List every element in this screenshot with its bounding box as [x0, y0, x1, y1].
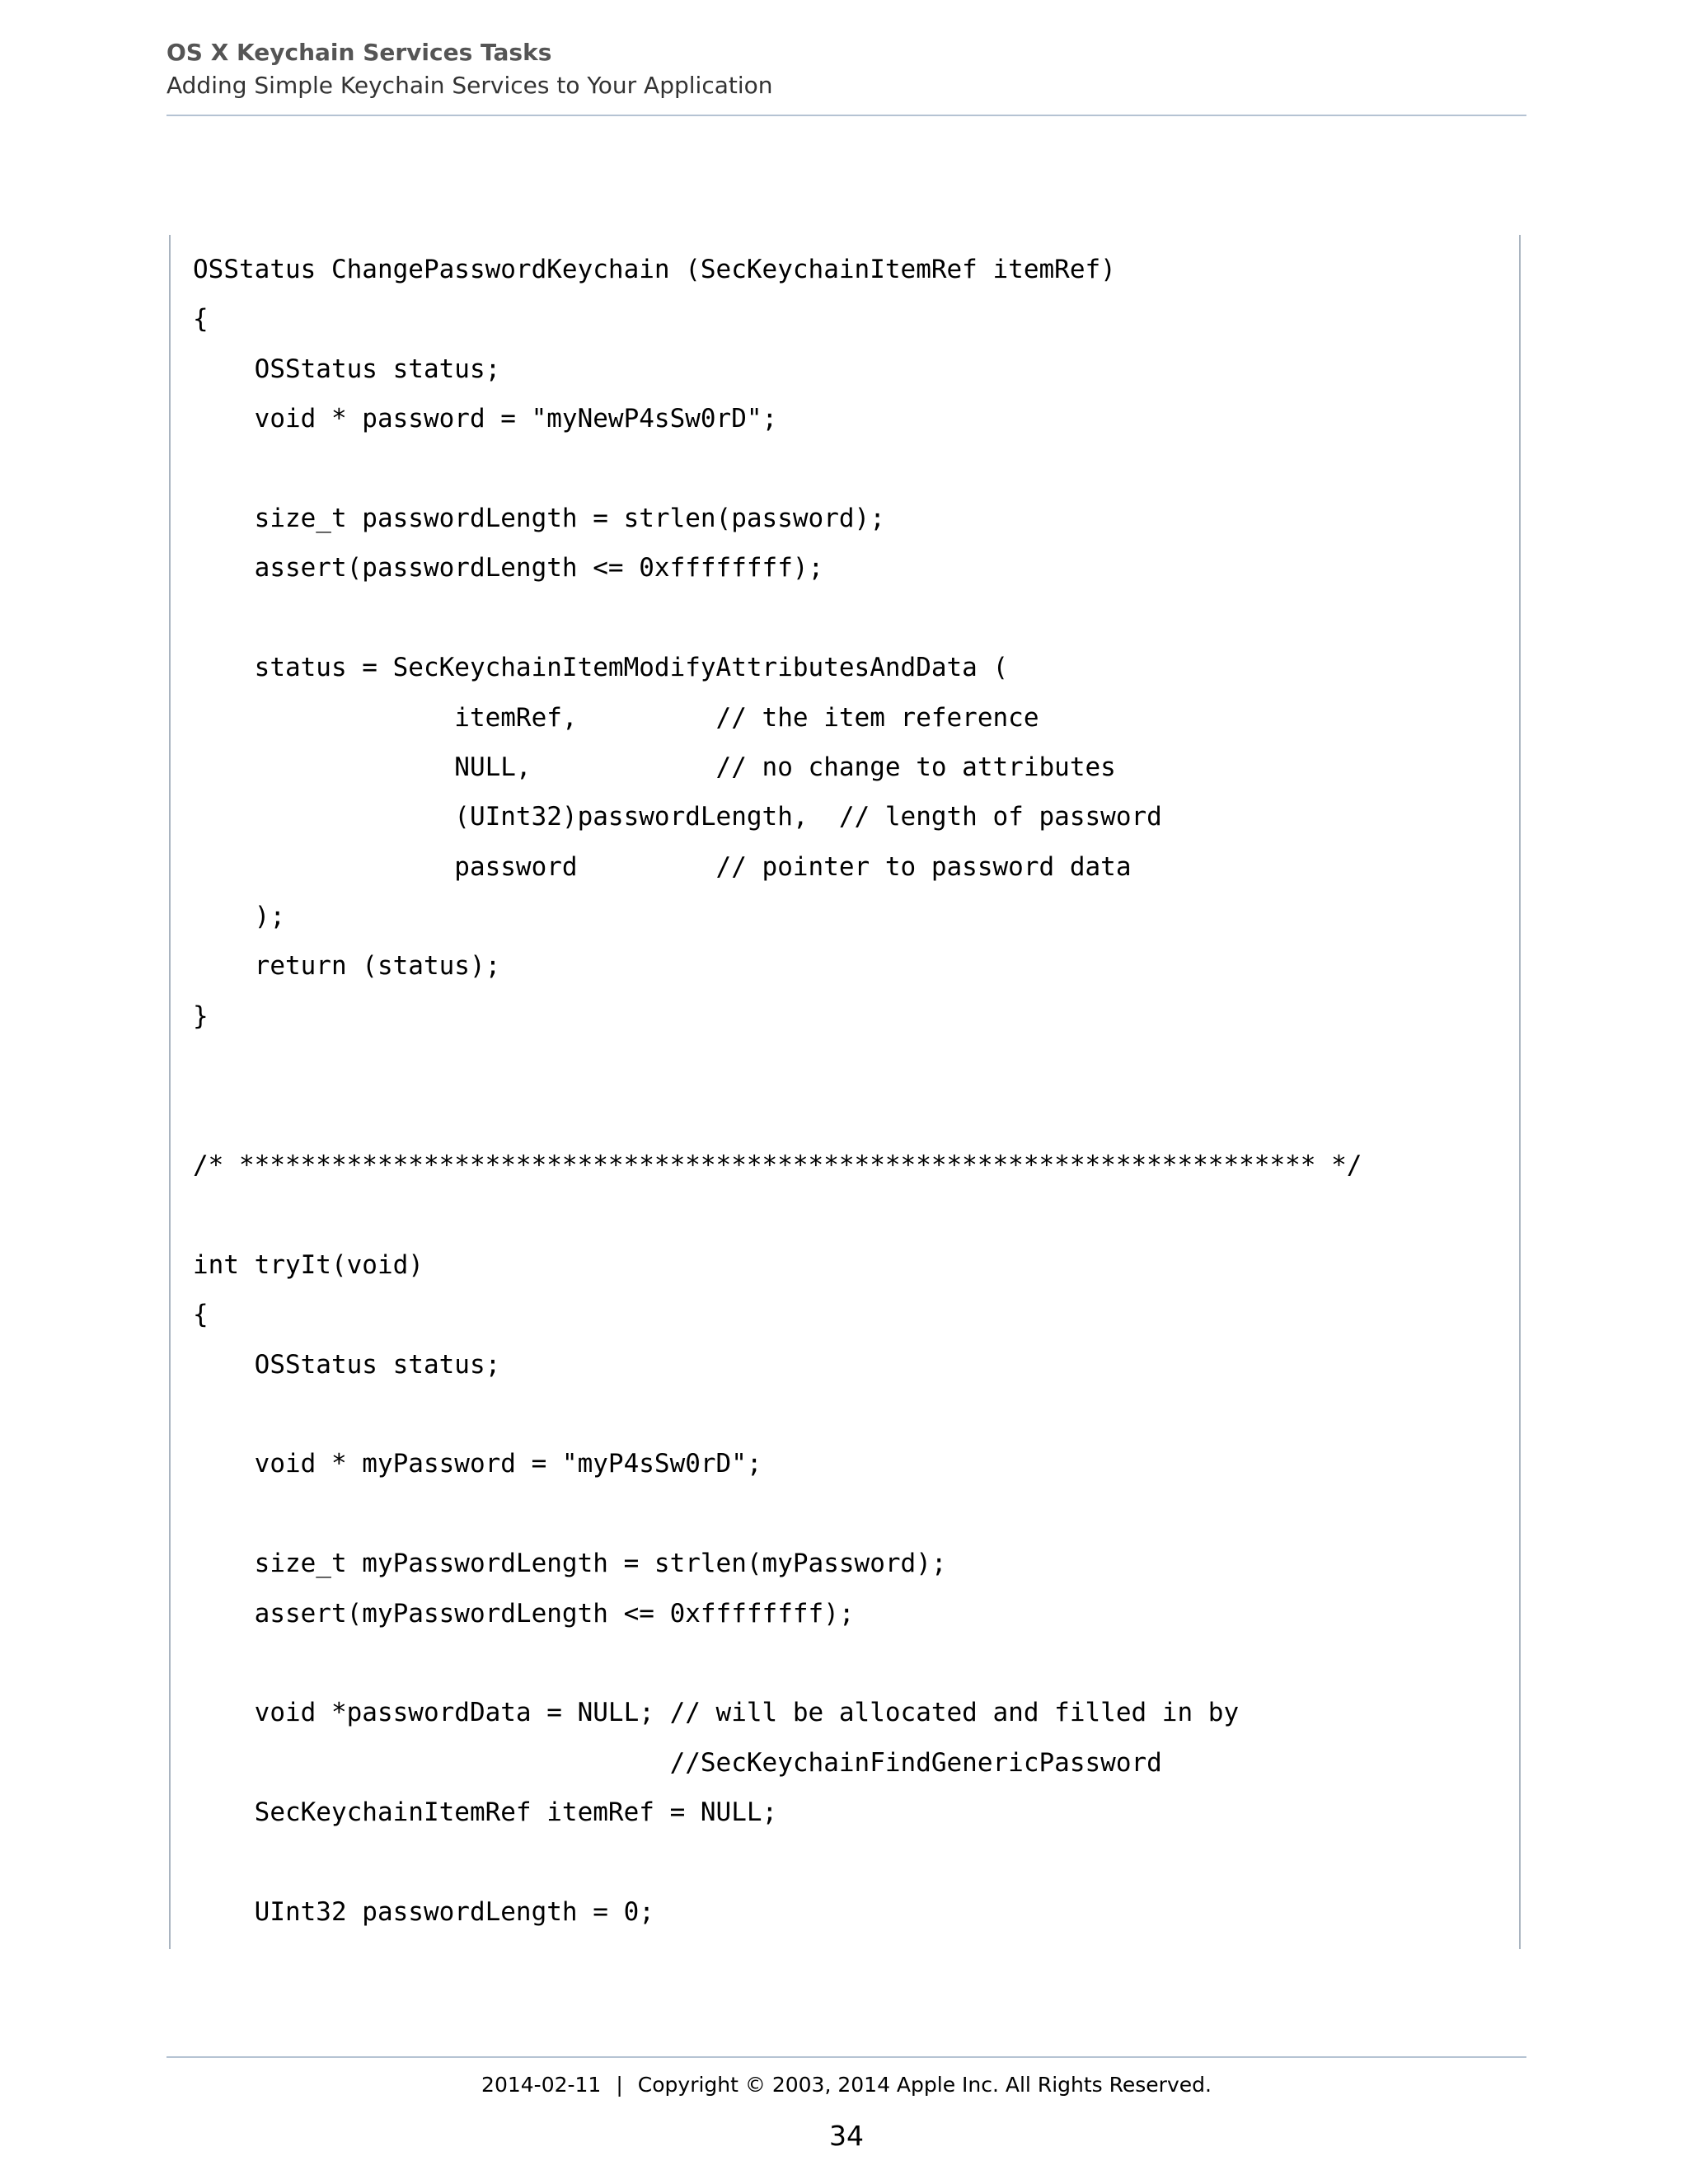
code-line: ); — [193, 902, 285, 932]
code-line: status = SecKeychainItemModifyAttributesAndData ( — [193, 653, 1009, 683]
code-lines — [193, 245, 1362, 1937]
code-line — [193, 1638, 1362, 1688]
code-line — [193, 1041, 1362, 1090]
code-line — [193, 1390, 1362, 1439]
footer-date: 2014-02-11 — [481, 2073, 602, 2097]
page-header — [166, 36, 1526, 102]
page-number: 34 — [829, 2120, 864, 2152]
code-line: int tryIt(void) — [193, 1249, 424, 1280]
code-line: void *passwordData = NULL; // will be allocated and filled in by — [193, 1698, 1240, 1728]
code-line: (UInt32)passwordLength, // length of password — [193, 802, 1162, 832]
code-line: OSStatus status; — [193, 354, 501, 384]
document-title: OS X Keychain Services Tasks — [166, 39, 552, 66]
code-line: void * myPassword = "myP4sSw0rD"; — [193, 1449, 762, 1479]
code-line: { — [193, 1300, 209, 1330]
code-line: /* ********************************************************************** */ — [193, 1151, 1362, 1181]
code-line: NULL, // no change to attributes — [193, 752, 1116, 782]
code-line: void * password = "myNewP4sSw0rD"; — [193, 404, 778, 434]
code-line — [193, 593, 1362, 643]
footer-separator: | — [616, 2073, 623, 2097]
code-line: OSStatus ChangePasswordKeychain (SecKeychainItemRef itemRef) — [193, 255, 1116, 284]
code-line: size_t myPasswordLength = strlen(myPassword); — [193, 1549, 947, 1579]
code-listing — [169, 235, 1521, 1949]
section-title: Adding Simple Keychain Services to Your Application — [166, 72, 773, 99]
code-line: assert(myPasswordLength <= 0xffffffff); — [193, 1598, 855, 1629]
code-line: size_t passwordLength = strlen(password); — [193, 503, 885, 533]
header-divider — [166, 115, 1526, 116]
page-footer — [166, 2069, 1526, 2102]
code-line — [193, 1091, 1362, 1141]
code-line: assert(passwordLength <= 0xffffffff); — [193, 553, 824, 583]
code-line: password // pointer to password data — [193, 851, 1132, 882]
code-line: SecKeychainItemRef itemRef = NULL; — [193, 1797, 778, 1828]
code-line — [193, 1489, 1362, 1539]
code-line: { — [193, 304, 209, 335]
footer-divider — [166, 2056, 1526, 2058]
code-line: //SecKeychainFindGenericPassword — [193, 1747, 1162, 1778]
code-line — [193, 1838, 1362, 1887]
code-line — [193, 444, 1362, 494]
code-line: return (status); — [193, 951, 501, 982]
code-line: itemRef, // the item reference — [193, 702, 1039, 733]
footer-copyright: Copyright © 2003, 2014 Apple Inc. All Rights Reserved. — [637, 2073, 1212, 2097]
code-line: UInt32 passwordLength = 0; — [193, 1896, 654, 1927]
code-line — [193, 1190, 1362, 1240]
code-line: } — [193, 1001, 209, 1031]
code-line: OSStatus status; — [193, 1349, 501, 1380]
